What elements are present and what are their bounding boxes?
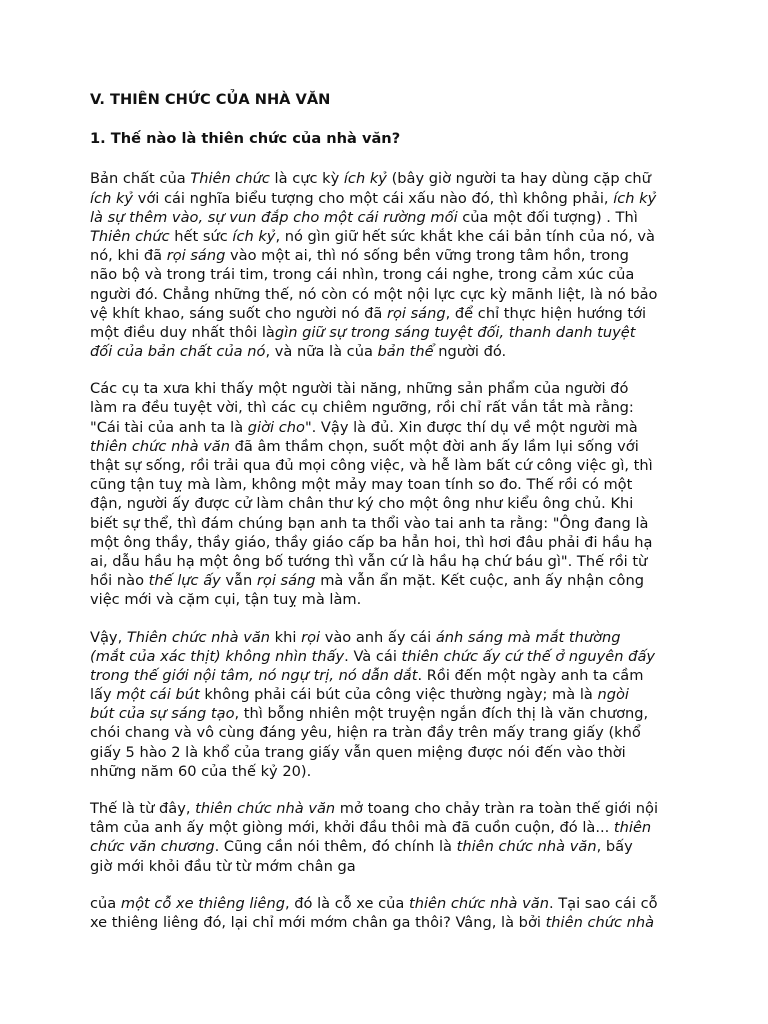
italic-text: chức văn chương: [90, 838, 215, 856]
text-run: , để chỉ thực hiện hướng tới: [445, 304, 647, 322]
text-run: , và nữa là của: [265, 343, 378, 361]
text-line: [90, 323, 690, 342]
text-run: hết sức: [169, 227, 233, 245]
text-run: mở toang cho chảy tràn ra toàn thế giới nội: [335, 800, 659, 818]
text-run: làm ra đều tuyệt vời, thì các cụ chiêm ngưỡng, rồi chỉ rất vắn tắt mà rằng:: [90, 399, 634, 417]
text-run: nó, khi đã: [90, 247, 167, 265]
body-paragraphs: [90, 169, 690, 932]
italic-text: ích kỷ: [90, 189, 134, 207]
body-paragraph: [90, 799, 690, 876]
text-run: việc mới và cặm cụi, tận tuỵ mà làm.: [90, 591, 362, 609]
italic-text: rọi sáng: [166, 247, 226, 265]
text-line: [90, 837, 690, 856]
text-run: không phải cái bút của công việc thường ngày; mà là: [199, 686, 598, 704]
body-paragraph: [90, 169, 690, 361]
text-line: [90, 285, 690, 304]
text-run: ai, dẫu hầu hạ một ông bố tướng thì vẫn cứ là hầu hạ chứ báu gì". Thế rồi từ: [90, 552, 648, 570]
text-line: [90, 857, 690, 876]
text-run: một điều duy nhất thôi là: [90, 323, 275, 341]
text-run: Vậy,: [90, 628, 127, 646]
body-paragraph: [90, 379, 690, 609]
text-run: vẫn: [220, 572, 257, 590]
italic-text: rọi: [301, 628, 321, 646]
text-run: "Cái tài của anh ta là: [90, 418, 248, 436]
italic-text: rọi sáng: [386, 304, 446, 322]
text-run: của: [90, 894, 121, 912]
italic-text: bút của sự sáng tạo: [90, 705, 235, 723]
text-line: [90, 628, 690, 647]
text-run: vào anh ấy cái: [320, 628, 436, 646]
text-line: [90, 418, 690, 437]
text-run: mà vẫn ẩn mặt. Kết cuộc, anh ấy nhận công: [315, 572, 644, 590]
italic-text: ích kỷ: [343, 170, 387, 188]
italic-text: đối của bản chất của nó: [90, 343, 266, 361]
italic-text: ngòi: [597, 686, 629, 704]
text-run: biết sự thể, thì đám chúng bạn anh ta thổi vào tai anh ta rằng: "Ông đang là: [90, 514, 649, 532]
italic-text: là sự thêm vào, sự vun đắp cho một cái rường mối: [90, 208, 458, 226]
italic-text: ánh sáng mà mắt thường: [435, 628, 621, 646]
text-line: [90, 571, 690, 590]
italic-text: thiên chức nhà: [545, 913, 655, 931]
text-run: xe thiêng liêng đó, lại chỉ mới mớm chân ga thôi? Vâng, là bởi: [90, 913, 546, 931]
italic-text: bản thể: [377, 343, 434, 361]
text-line: [90, 208, 690, 227]
italic-text: thiên chức nhà văn: [90, 437, 230, 455]
text-line: [90, 762, 690, 781]
text-line: [90, 437, 690, 456]
text-run: , đó là cỗ xe của: [284, 894, 409, 912]
text-run: , bấy: [596, 838, 633, 856]
italic-text: gìn giữ sự trong sáng tuyệt đối, thanh danh tuyệt: [274, 323, 636, 341]
text-line: [90, 189, 690, 208]
text-line: [90, 913, 690, 932]
text-line: [90, 533, 690, 552]
text-line: [90, 456, 690, 475]
italic-text: thiên chức ấy cứ thế ở nguyên đấy: [401, 647, 656, 665]
italic-text: Thiên chức nhà văn: [126, 628, 271, 646]
italic-text: trong thế giới nội tâm, nó ngự trị, nó dẫn dắt: [90, 666, 418, 684]
text-run: giờ mới khỏi đầu từ từ mớm chân ga: [90, 857, 356, 875]
text-run: là cực kỳ: [269, 170, 344, 188]
text-run: với cái nghĩa biểu tượng cho một cái xấu nào đó, thì không phải,: [133, 189, 614, 207]
text-run: chói chang và vô cùng đáng yêu, hiện ra tràn đầy trên mấy trang giấy (khổ: [90, 724, 641, 742]
italic-text: một cái bút: [116, 686, 200, 704]
text-run: Bản chất của: [90, 170, 191, 188]
body-paragraph: [90, 894, 690, 932]
text-run: . Cũng cần nói thêm, đó chính là: [214, 838, 457, 856]
text-run: một ông thầy, thầy giáo, thầy giáo cấp ba hẳn hoi, thì hơi đâu phải đi hầu hạ: [90, 533, 653, 551]
text-run: những năm 60 của thế kỷ 20).: [90, 762, 312, 780]
text-run: vào một ai, thì nó sống bền vững trong tâm hồn, trong: [225, 247, 629, 265]
italic-text: một cỗ xe thiêng liêng: [120, 894, 285, 912]
text-line: [90, 514, 690, 533]
text-line: [90, 552, 690, 571]
text-run: , thì bỗng nhiên một truyện ngắn đích thị là văn chương,: [234, 705, 649, 723]
text-line: [90, 666, 690, 685]
text-run: Thế là từ đây,: [90, 800, 196, 818]
text-run: đã âm thầm chọn, suốt một đời anh ấy lầm lụi sống với: [230, 437, 639, 455]
italic-text: thế lực ấy: [148, 572, 221, 590]
text-line: [90, 379, 690, 398]
text-run: người đó.: [433, 343, 507, 361]
text-run: người đó. Chẳng những thế, nó còn có một nội lực cực kỳ mãnh liệt, là nó bảo: [90, 285, 658, 303]
text-run: lấy: [90, 686, 117, 704]
italic-text: ích kỷ: [613, 189, 657, 207]
text-run: . Rồi đến một ngày anh ta cầm: [417, 666, 644, 684]
text-line: [90, 704, 690, 723]
text-line: [90, 304, 690, 323]
italic-text: thiên: [613, 819, 652, 837]
text-run: thật sự sống, rồi trải qua đủ mọi công việc, và hễ làm bất cứ công việc gì, thì: [90, 457, 653, 475]
text-line: [90, 475, 690, 494]
text-line: [90, 590, 690, 609]
text-run: . Tại sao cái cỗ: [548, 894, 658, 912]
text-line: [90, 342, 690, 361]
text-run: cũng tận tuỵ mà làm, không một mảy may toan tính so đo. Thế rồi có một: [90, 476, 633, 494]
text-line: [90, 723, 690, 742]
text-line: [90, 265, 690, 284]
text-line: [90, 685, 690, 704]
text-run: hồi nào: [90, 572, 149, 590]
italic-text: (mắt của xác thịt) không nhìn thấy: [90, 647, 345, 665]
text-run: ". Vậy là đủ. Xin được thí dụ về một người mà: [304, 418, 638, 436]
text-run: . Và cái: [344, 647, 402, 665]
text-run: tâm của anh ấy một giòng mới, khởi đầu thôi mà đã cuồn cuộn, đó là...: [90, 819, 614, 837]
italic-text: giời cho: [247, 418, 305, 436]
text-line: [90, 743, 690, 762]
text-line: [90, 169, 690, 188]
section-heading: V. THIÊN CHỨC CỦA NHÀ VĂN: [90, 91, 331, 108]
text-line: [90, 799, 690, 818]
text-run: (bây giờ người ta hay dùng cặp chữ: [386, 170, 651, 188]
italic-text: Thiên chức: [90, 227, 170, 245]
document-content: [90, 90, 690, 932]
text-line: [90, 246, 690, 265]
text-line: [90, 494, 690, 513]
text-line: [90, 818, 690, 837]
text-run: Các cụ ta xưa khi thấy một người tài năng, những sản phẩm của người đó: [90, 380, 629, 398]
text-run: của một đối tượng) . Thì: [457, 208, 638, 226]
italic-text: thiên chức nhà văn: [195, 800, 336, 818]
text-run: đận, người ấy được cử làm chân thư ký cho một ông như kiểu ông chủ. Khi: [90, 495, 634, 513]
text-run: khi: [270, 628, 302, 646]
text-line: [90, 227, 690, 246]
italic-text: ích kỷ: [232, 227, 276, 245]
text-line: [90, 398, 690, 417]
text-line: [90, 647, 690, 666]
subsection-heading: 1. Thế nào là thiên chức của nhà văn?: [90, 130, 401, 148]
italic-text: Thiên chức: [190, 170, 270, 188]
body-paragraph: [90, 628, 690, 782]
italic-text: thiên chức nhà văn: [456, 838, 597, 856]
text-run: não bộ và trong trái tim, trong cái nhìn, trong cái nghe, trong cảm xúc của: [90, 266, 635, 284]
text-run: giấy 5 hào 2 là khổ của trang giấy vẫn quen miệng được nói đến vào thời: [90, 743, 626, 761]
text-run: vệ khít khao, sáng suốt cho người nó đã: [90, 304, 387, 322]
italic-text: thiên chức nhà văn: [408, 894, 549, 912]
italic-text: rọi sáng: [256, 572, 316, 590]
text-line: [90, 894, 690, 913]
text-run: , nó gìn giữ hết sức khắt khe cái bản tính của nó, và: [275, 227, 655, 245]
